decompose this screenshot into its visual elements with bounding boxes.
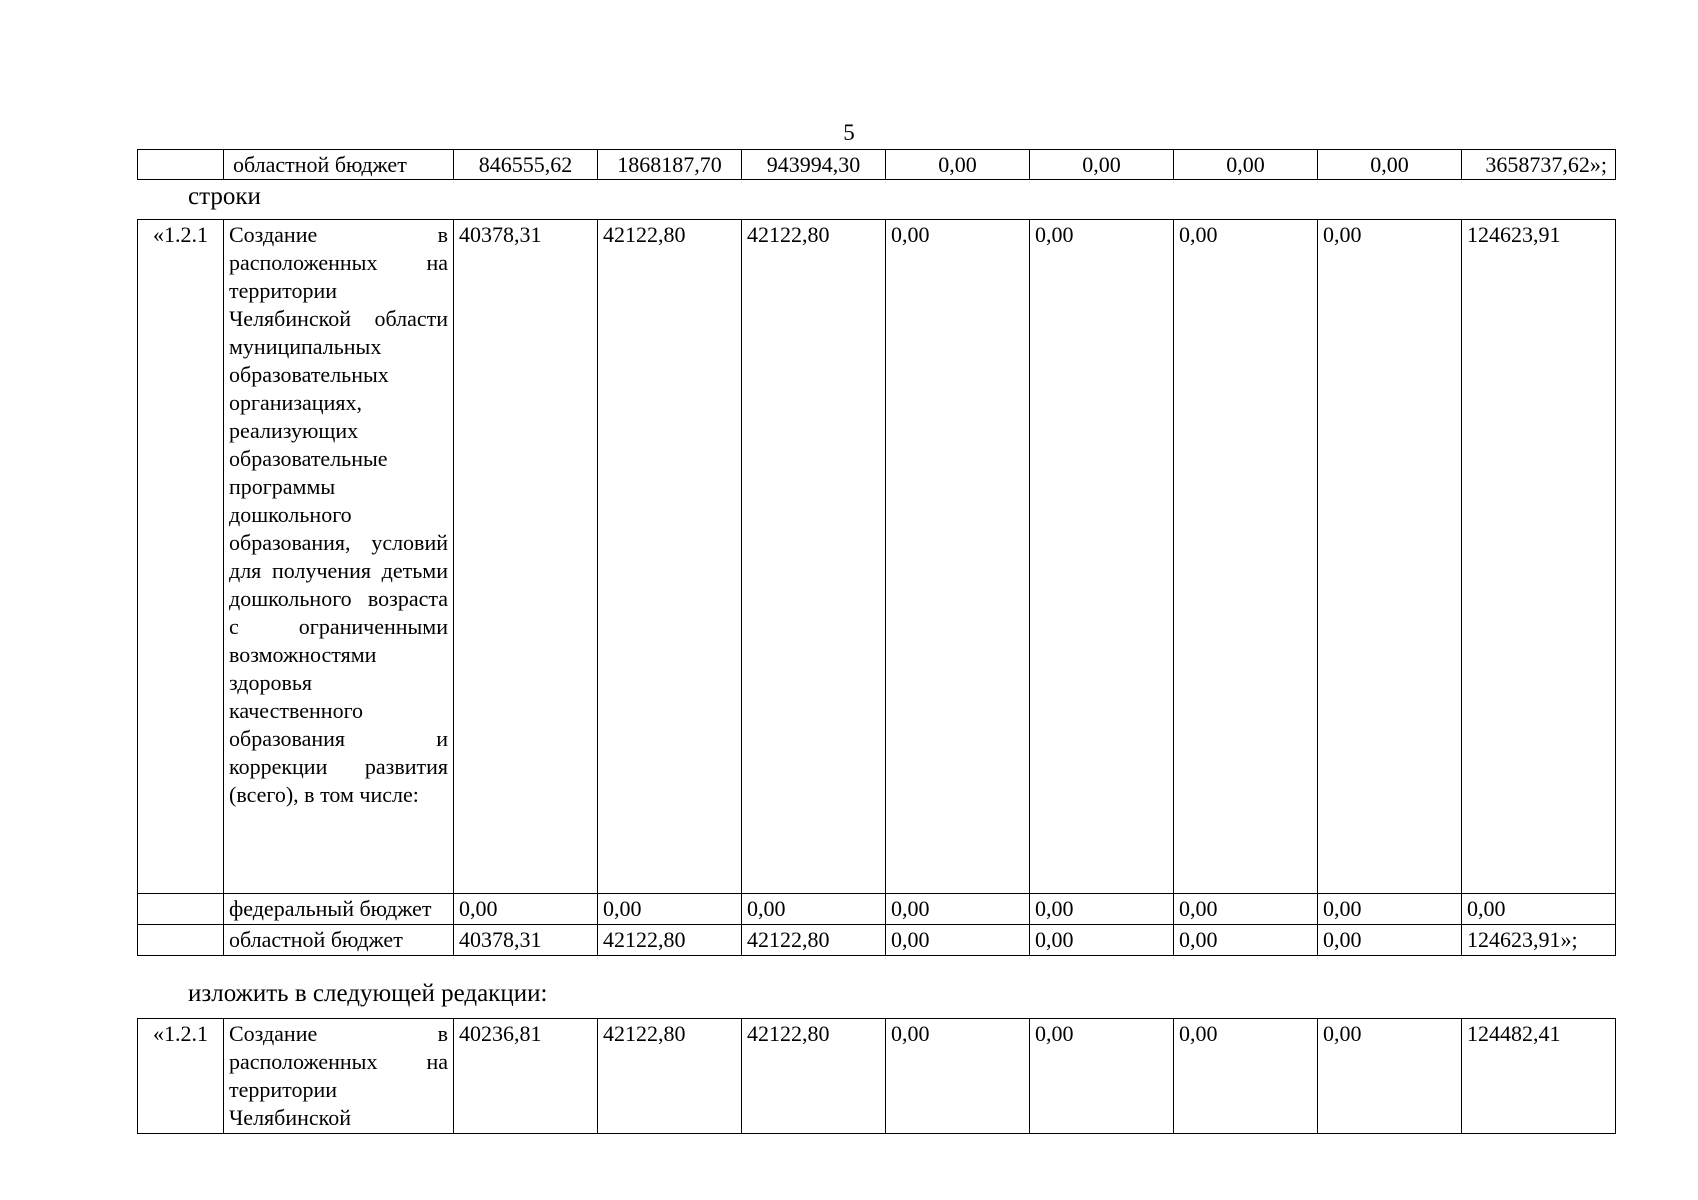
row-code-cell: «1.2.1: [138, 220, 224, 894]
value-cell: 0,00: [1174, 925, 1318, 956]
page-number: 5: [843, 120, 855, 145]
table-row: [138, 894, 1616, 925]
top-budget-table: [137, 149, 1616, 180]
section-heading-new-edition: изложить в следующей редакции:: [188, 980, 548, 1007]
table-row: [138, 220, 1616, 894]
value-cell: 40378,31: [454, 220, 598, 894]
row-code-cell: [138, 894, 224, 925]
value-cell: 0,00: [598, 894, 742, 925]
value-cell: 0,00: [1174, 150, 1318, 180]
value-cell: 0,00: [1030, 1019, 1174, 1134]
table-row: [138, 150, 1616, 180]
row-code-cell: [138, 150, 224, 180]
total-cell: 124623,91»;: [1462, 925, 1616, 956]
value-cell: 0,00: [1318, 220, 1462, 894]
value-cell: 42122,80: [742, 220, 886, 894]
value-cell: 0,00: [1174, 894, 1318, 925]
value-cell: 0,00: [1318, 1019, 1462, 1134]
value-cell: 42122,80: [742, 1019, 886, 1134]
value-cell: 0,00: [1318, 150, 1462, 180]
old-program-table: [137, 219, 1616, 956]
value-cell: 0,00: [1318, 894, 1462, 925]
value-cell: 0,00: [1030, 150, 1174, 180]
section-heading-rows: строки: [188, 183, 261, 210]
total-cell: 3658737,62»;: [1462, 150, 1616, 180]
table-row: [138, 925, 1616, 956]
value-cell: 0,00: [1030, 925, 1174, 956]
value-cell: 42122,80: [598, 1019, 742, 1134]
value-cell: 0,00: [1174, 1019, 1318, 1134]
row-label-cell: Создание в расположенных на территории Челябинской: [224, 1019, 454, 1134]
row-label-cell: областной бюджет: [224, 150, 454, 180]
value-cell: 0,00: [742, 894, 886, 925]
value-cell: 0,00: [886, 1019, 1030, 1134]
value-cell: 846555,62: [454, 150, 598, 180]
row-code-cell: [138, 925, 224, 956]
value-cell: 42122,80: [598, 220, 742, 894]
value-cell: 0,00: [1174, 220, 1318, 894]
value-cell: 0,00: [886, 925, 1030, 956]
table-row: [138, 1019, 1616, 1134]
value-cell: 42122,80: [598, 925, 742, 956]
value-cell: 0,00: [886, 220, 1030, 894]
row-label-cell: областной бюджет: [224, 925, 454, 956]
value-cell: 0,00: [1318, 925, 1462, 956]
value-cell: 40236,81: [454, 1019, 598, 1134]
value-cell: 0,00: [886, 894, 1030, 925]
new-program-table: [137, 1018, 1616, 1134]
value-cell: 42122,80: [742, 925, 886, 956]
value-cell: 40378,31: [454, 925, 598, 956]
total-cell: 0,00: [1462, 894, 1616, 925]
value-cell: 943994,30: [742, 150, 886, 180]
value-cell: 0,00: [886, 150, 1030, 180]
row-code-cell: «1.2.1: [138, 1019, 224, 1134]
row-label-cell: Создание в расположенных на территории Челябинской области муниципальных образовательных организациях, реализующих образовательные программы дошкольного образования, условий для получения детьми дошкольного возраста с ограниченными возможностями здоровья качественного образования и коррекции развития (всего), в том числе:: [224, 220, 454, 894]
value-cell: 1868187,70: [598, 150, 742, 180]
total-cell: 124482,41: [1462, 1019, 1616, 1134]
value-cell: 0,00: [1030, 220, 1174, 894]
value-cell: 0,00: [454, 894, 598, 925]
value-cell: 0,00: [1030, 894, 1174, 925]
total-cell: 124623,91: [1462, 220, 1616, 894]
row-label-cell: федеральный бюджет: [224, 894, 454, 925]
